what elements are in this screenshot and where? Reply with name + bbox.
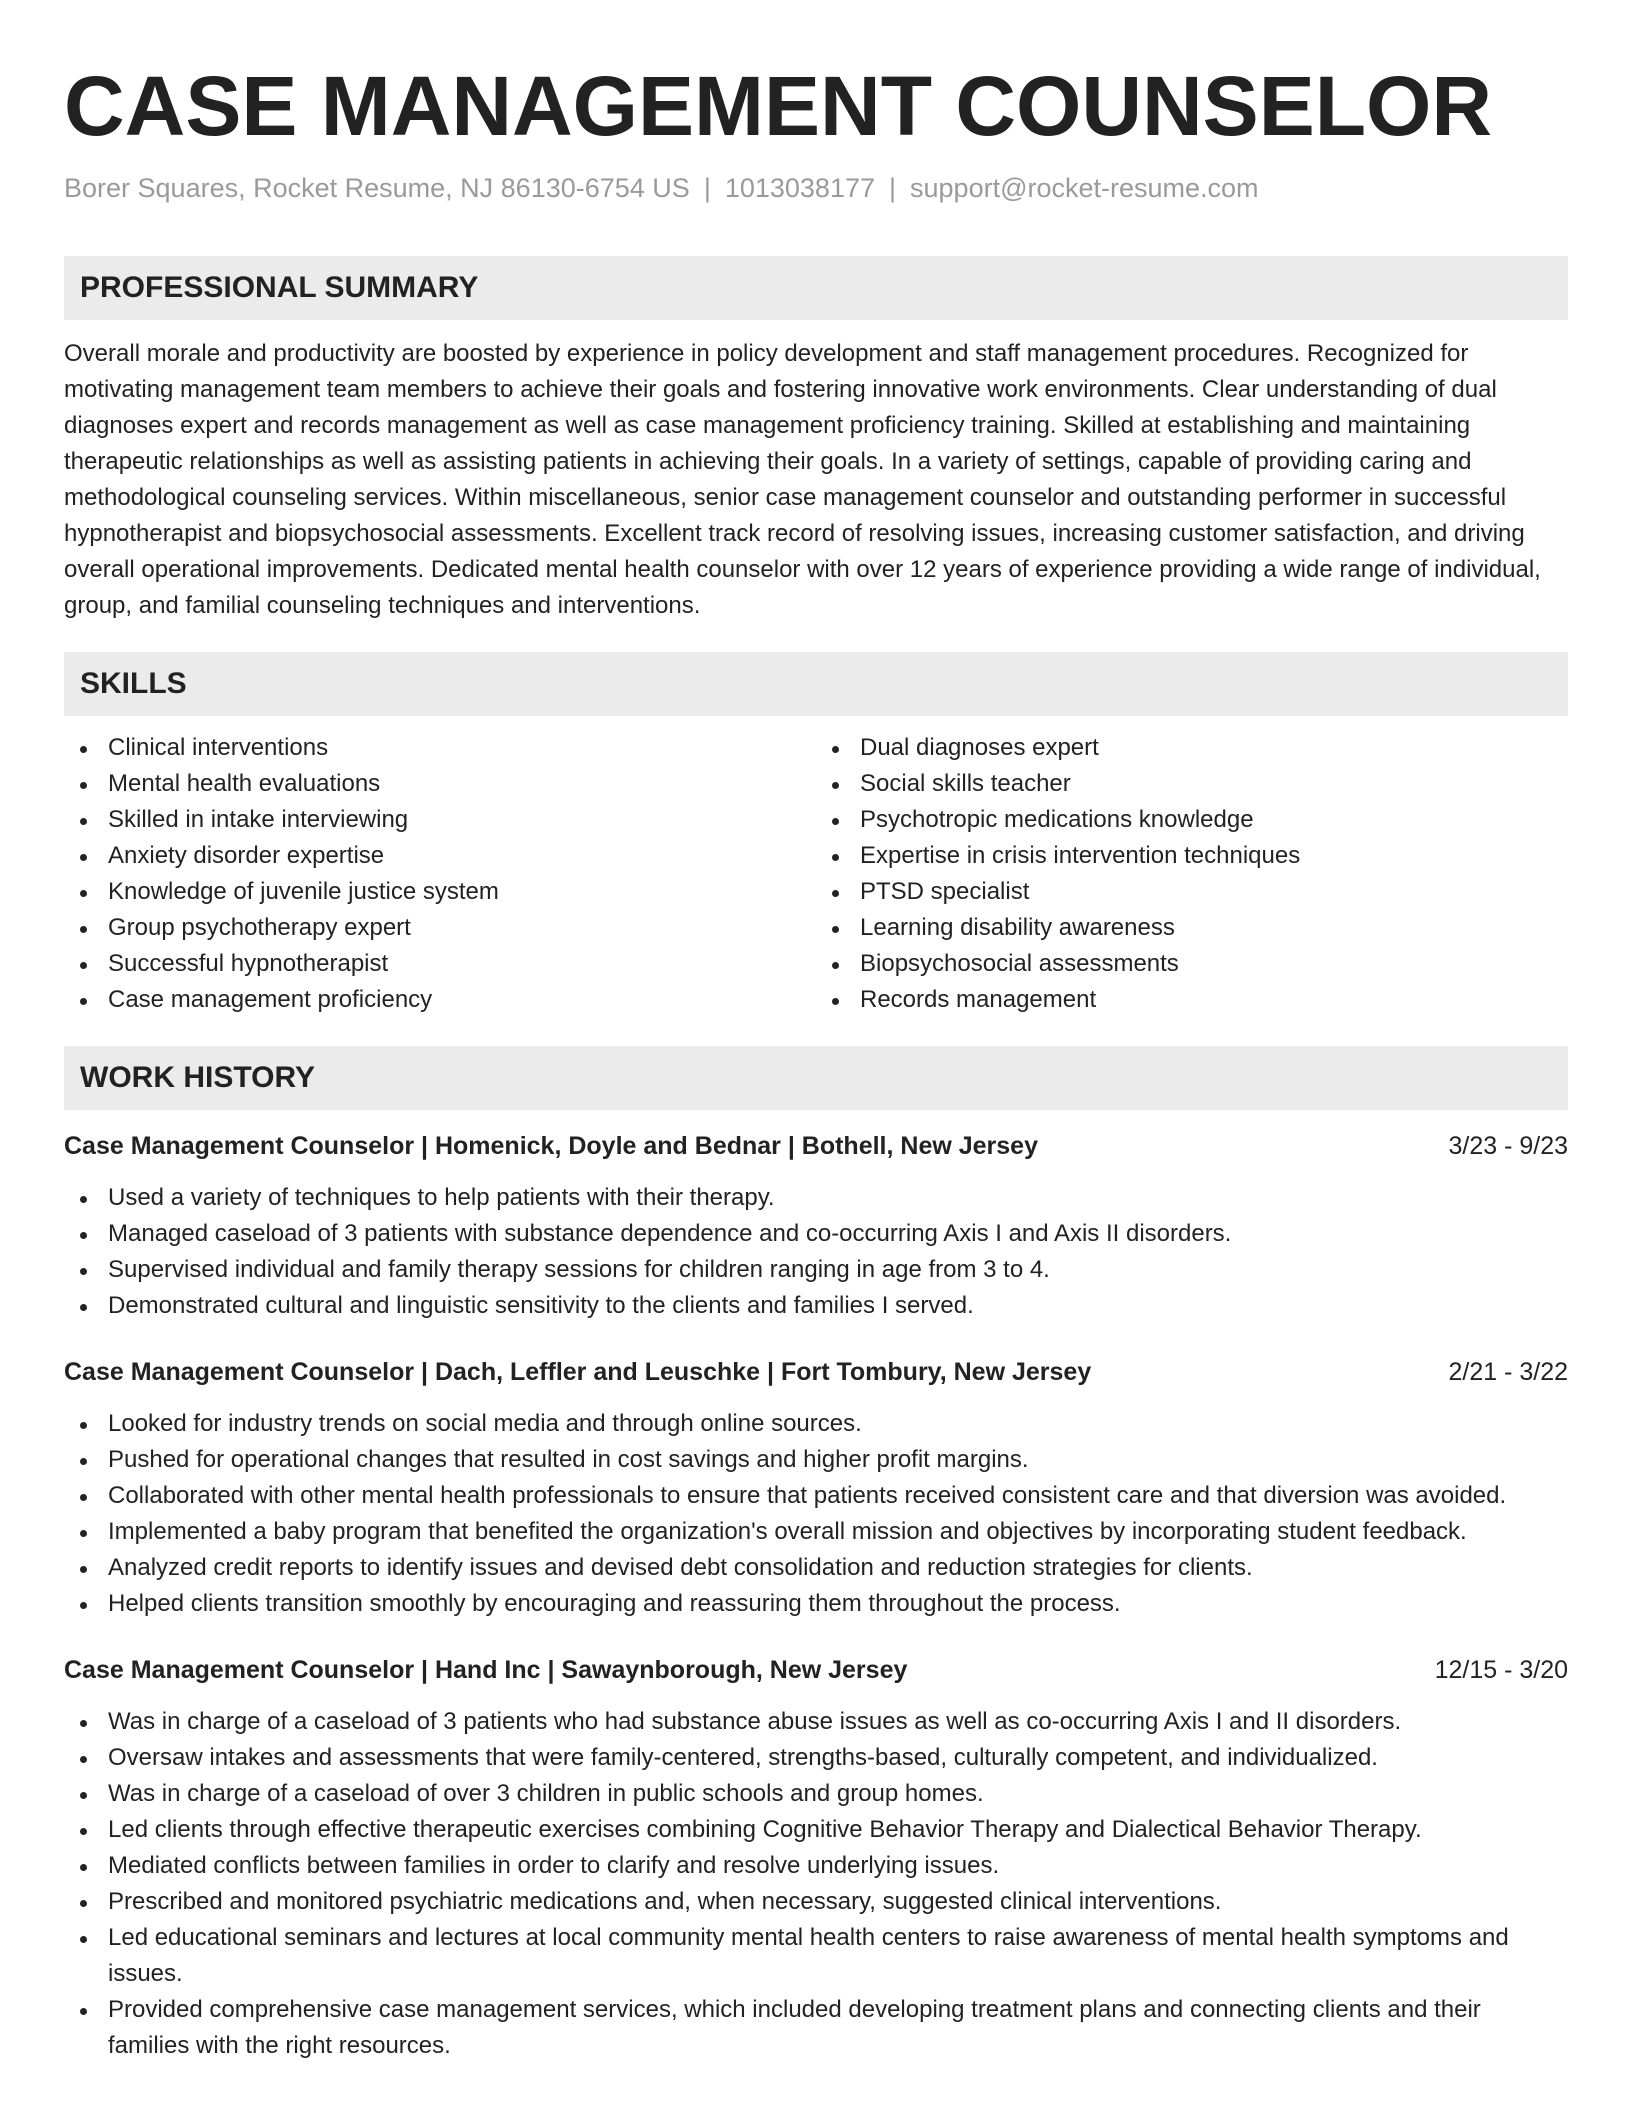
contact-address: Borer Squares, Rocket Resume, NJ 86130-6754 US [64,173,690,203]
skill-item: Successful hypnotherapist [64,946,816,982]
skill-item: Knowledge of juvenile justice system [64,874,816,910]
skill-item: Records management [816,982,1568,1018]
professional-summary-section [64,256,1568,624]
job-bullet: Helped clients transition smoothly by encouraging and reassuring them throughout the process. [64,1586,1568,1622]
skills-section [64,652,1568,1018]
job-bullet: Collaborated with other mental health professionals to ensure that patients received consistent care and that diversion was avoided. [64,1478,1568,1514]
work-history-section [64,1046,1568,2064]
contact-email: support@rocket-resume.com [910,173,1259,203]
job-entry [64,1354,1568,1622]
section-heading-summary: PROFESSIONAL SUMMARY [64,256,1568,320]
skill-item: Mental health evaluations [64,766,816,802]
job-bullets [64,1704,1568,2064]
job-bullet: Supervised individual and family therapy sessions for children ranging in age from 3 to 4. [64,1252,1568,1288]
job-bullets [64,1180,1568,1324]
job-bullets [64,1406,1568,1622]
job-dates: 2/21 - 3/22 [1448,1358,1568,1386]
job-title: Case Management Counselor | Dach, Leffler and Leuschke | Fort Tombury, New Jersey [64,1358,1092,1386]
job-bullet: Led educational seminars and lectures at local community mental health centers to raise awareness of mental health symptoms and issues. [64,1920,1568,1992]
job-bullet: Demonstrated cultural and linguistic sensitivity to the clients and families I served. [64,1288,1568,1324]
job-header [64,1354,1568,1390]
contact-phone: 1013038177 [724,173,875,203]
job-header [64,1128,1568,1164]
skill-item: Case management proficiency [64,982,816,1018]
skill-item: Expertise in crisis intervention techniques [816,838,1568,874]
job-bullet: Mediated conflicts between families in order to clarify and resolve underlying issues. [64,1848,1568,1884]
job-bullet: Prescribed and monitored psychiatric medications and, when necessary, suggested clinical interventions. [64,1884,1568,1920]
skill-item: Group psychotherapy expert [64,910,816,946]
skill-item: Biopsychosocial assessments [816,946,1568,982]
job-dates: 3/23 - 9/23 [1448,1132,1568,1160]
skill-item: Dual diagnoses expert [816,730,1568,766]
skills-column-left [64,730,816,1018]
contact-separator: | [703,173,711,203]
job-header [64,1652,1568,1688]
skills-list-right [816,730,1568,1018]
summary-text: Overall morale and productivity are boosted by experience in policy development and staff management procedures. Recognized for motivating management team members to achieve their goals and fostering innovative work environments. Clear understanding of dual diagnoses expert and records management as well as case management proficiency training. Skilled at establishing and maintaining therapeutic relationships as well as assisting patients in achieving their goals. In a variety of settings, capable of providing caring and methodological counseling services. Within miscellaneous, senior case management counselor and outstanding performer in successful hypnotherapist and biopsychosocial assessments. Excellent track record of resolving issues, increasing customer satisfaction, and driving overall operational improvements. Dedicated mental health counselor with over 12 years of experience providing a wide range of individual, group, and familial counseling techniques and interventions. [64,340,1541,619]
job-bullet: Implemented a baby program that benefited the organization's overall mission and objectives by incorporating student feedback. [64,1514,1568,1550]
job-bullet: Oversaw intakes and assessments that were family-centered, strengths-based, culturally competent, and individualized. [64,1740,1568,1776]
contact-line [64,170,1568,206]
job-bullet: Used a variety of techniques to help patients with their therapy. [64,1180,1568,1216]
section-heading-work-history: WORK HISTORY [64,1046,1568,1110]
job-bullet: Led clients through effective therapeutic exercises combining Cognitive Behavior Therapy and Dialectical Behavior Therapy. [64,1812,1568,1848]
skills-grid [64,730,1568,1018]
skill-item: Learning disability awareness [816,910,1568,946]
skill-item: Skilled in intake interviewing [64,802,816,838]
skills-list-left [64,730,816,1018]
candidate-name: CASE MANAGEMENT COUNSELOR [64,59,1493,153]
job-bullet: Pushed for operational changes that resulted in cost savings and higher profit margins. [64,1442,1568,1478]
contact-separator: | [889,173,897,203]
skills-column-right [816,730,1568,1018]
skill-item: Psychotropic medications knowledge [816,802,1568,838]
job-bullet: Managed caseload of 3 patients with substance dependence and co-occurring Axis I and Axis II disorders. [64,1216,1568,1252]
job-dates: 12/15 - 3/20 [1434,1656,1568,1684]
job-bullet: Was in charge of a caseload of 3 patients who had substance abuse issues as well as co-occurring Axis I and II disorders. [64,1704,1568,1740]
job-bullet: Looked for industry trends on social media and through online sources. [64,1406,1568,1442]
job-title: Case Management Counselor | Homenick, Doyle and Bednar | Bothell, New Jersey [64,1132,1038,1160]
job-entry [64,1652,1568,2064]
job-bullet: Was in charge of a caseload of over 3 children in public schools and group homes. [64,1776,1568,1812]
job-entry [64,1128,1568,1324]
section-heading-skills: SKILLS [64,652,1568,716]
skill-item: Anxiety disorder expertise [64,838,816,874]
skill-item: Clinical interventions [64,730,816,766]
skill-item: Social skills teacher [816,766,1568,802]
job-bullet: Provided comprehensive case management services, which included developing treatment plans and connecting clients and their families with the right resources. [64,1992,1568,2064]
job-bullet: Analyzed credit reports to identify issues and devised debt consolidation and reduction strategies for clients. [64,1550,1568,1586]
skill-item: PTSD specialist [816,874,1568,910]
job-title: Case Management Counselor | Hand Inc | Sawaynborough, New Jersey [64,1656,908,1684]
